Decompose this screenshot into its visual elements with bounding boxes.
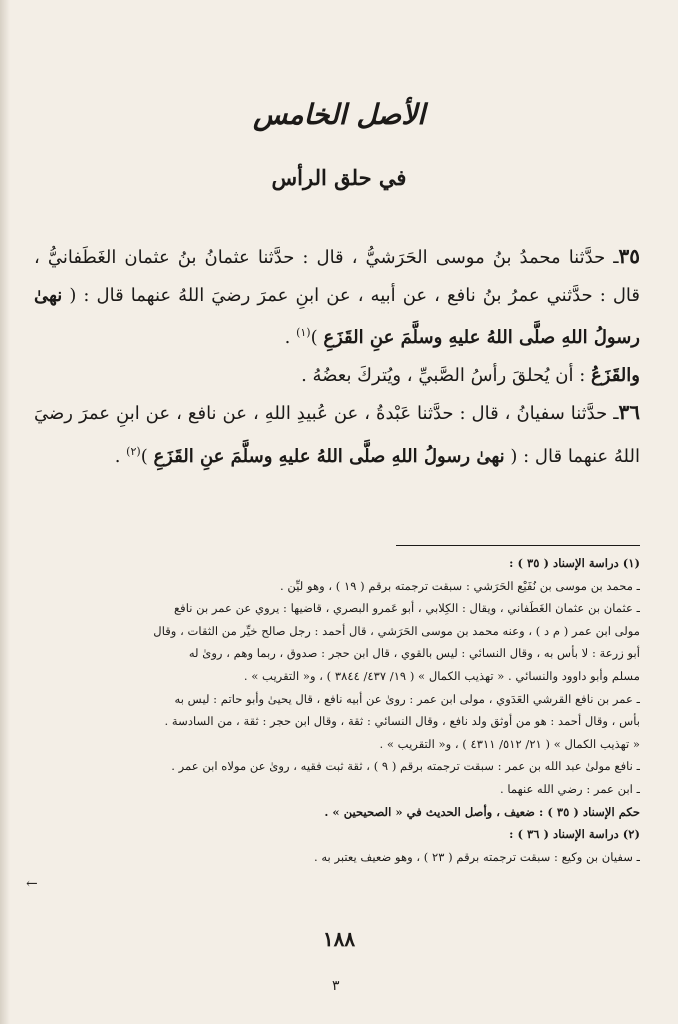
continuation-arrow-icon: ← xyxy=(26,876,38,892)
footnote-line: ـ نافع مولىٰ عبد الله بن عمر : سبقت ترجمته برقم ( ٩ ) ، ثقة ثبت فقيه ، روىٰ عن مولاه ابن عمر . xyxy=(171,759,640,774)
page-number: ١٨٨ xyxy=(322,927,356,951)
closing-bracket: ) xyxy=(310,327,324,348)
closing-bracket: ) xyxy=(140,445,154,467)
chapter-subtitle: في حلق الرأس xyxy=(271,165,407,190)
paragraph-number: ٣٦ xyxy=(618,400,640,424)
footnote-ref[interactable]: (١) xyxy=(296,326,311,339)
chapter-title: الأصل الخامس xyxy=(252,98,426,131)
paragraph-35 xyxy=(34,238,640,357)
footnote-line: مسلم وأبو داوود والنسائي . « تهذيب الكمال » ( ١٩/ ٤٣٧/ ٣٨٤٤ ) ، و« التقريب » . xyxy=(243,668,640,683)
footnote-line: ـ سفيان بن وكيع : سبقت ترجمته برقم ( ٢٣ ) ، وهو ضعيف يعتبر به . xyxy=(313,849,640,864)
isnad-ruling: حكم الإسناد ( ٣٥ ) : ضعيف ، وأصل الحديث في « الصحيحين » . xyxy=(324,804,640,819)
footnotes xyxy=(34,552,640,868)
qaza-definition xyxy=(34,357,640,395)
footnote-line: ـ عمر بن نافع القرشي العَدَوي ، مولى ابن عمر : روىٰ عن أبيه نافع ، قال يحيىٰ وأبو حاتم : ليس به xyxy=(174,691,640,706)
signature-mark: ٣ xyxy=(332,978,340,994)
footnote-line: ـ ابن عمر : رضي الله عنهما . xyxy=(500,781,640,796)
paragraph-end: . xyxy=(114,445,127,467)
definition-text: : أن يُحلقَ رأسُ الصَّبيِّ ، ويُتركَ بعضُهُ . xyxy=(301,364,592,386)
footnote-line: بأس ، وقال أحمد : هو من أوثق ولد نافع ، وقال النسائي : ثقة ، وقال ابن حجر : ثقة ، من السادسة . xyxy=(164,714,640,729)
isnad-text: ـ حدَّثنا محمدُ بنُ موسى الحَرَشيُّ ، قال : حدَّثنا عثمانُ بنُ عثمان الغَطَفانيُّ ، قال : حدَّثني عمرُ بنُ نافع ، عن أبيه ، عن ابنِ عمرَ رضيَ اللهُ عنهما قال : ( xyxy=(34,247,640,306)
main-text xyxy=(34,238,640,475)
isnad-text: ـ حدَّثنا سفيانُ ، قال : حدَّثنا عَبْدةُ ، عن عُبيدِ اللهِ ، عن نافع ، عن ابنِ عمرَ رضيَ اللهُ عنهما قال : ( xyxy=(34,403,640,467)
hadith-text: نهىٰ رسولُ اللهِ صلَّى اللهُ عليهِ وسلَّمَ عنِ القَزَعِ xyxy=(153,445,505,467)
defined-term: والقَزَعُ xyxy=(591,364,640,386)
footnote-line: « تهذيب الكمال » ( ٢١/ ٥١٢/ ٤٣١١ ) ، و« التقريب » . xyxy=(379,736,640,751)
footnote-line: ـ محمد بن موسى بن نُفَيْع الحَرَشي : سبقت ترجمته برقم ( ١٩ ) ، وهو ليِّن . xyxy=(280,578,640,593)
footnote-ref[interactable]: (٢) xyxy=(126,444,141,458)
hadith-text: نهىٰ رسولُ اللهِ صلَّى اللهُ عليهِ وسلَّمَ عنِ القَزَعِ xyxy=(34,284,640,348)
footnote-1-heading: (١) دراسة الإسناد ( ٣٥ ) : xyxy=(509,556,640,570)
paragraph-end: . xyxy=(284,327,297,348)
footnote-line: أبو زرعة : لا بأس به ، وقال النسائي : ليس بالقوي ، قال ابن حجر : صدوق ، ربما وهم ، روىٰ له xyxy=(188,646,640,661)
footnote-line: مولى ابن عمر ( م د ) ، وعنه محمد بن موسى الحَرَشي ، قال أحمد : رجل صالح خيِّر من الثقات ، وقال xyxy=(153,623,640,638)
paragraph-number: ٣٥ xyxy=(618,244,640,268)
paragraph-36 xyxy=(34,394,640,475)
footnote-line: ـ عثمان بن عثمان الغَطَفاني ، ويقال : الكِلابي ، أبو عَمرو البصري ، قاضيها : يروي عن عمر بن نافع xyxy=(174,601,640,616)
footnote-separator xyxy=(396,545,640,546)
page-binding-shadow xyxy=(0,0,10,1024)
footnote-2-heading: (٢) دراسة الإسناد ( ٣٦ ) : xyxy=(509,827,640,842)
